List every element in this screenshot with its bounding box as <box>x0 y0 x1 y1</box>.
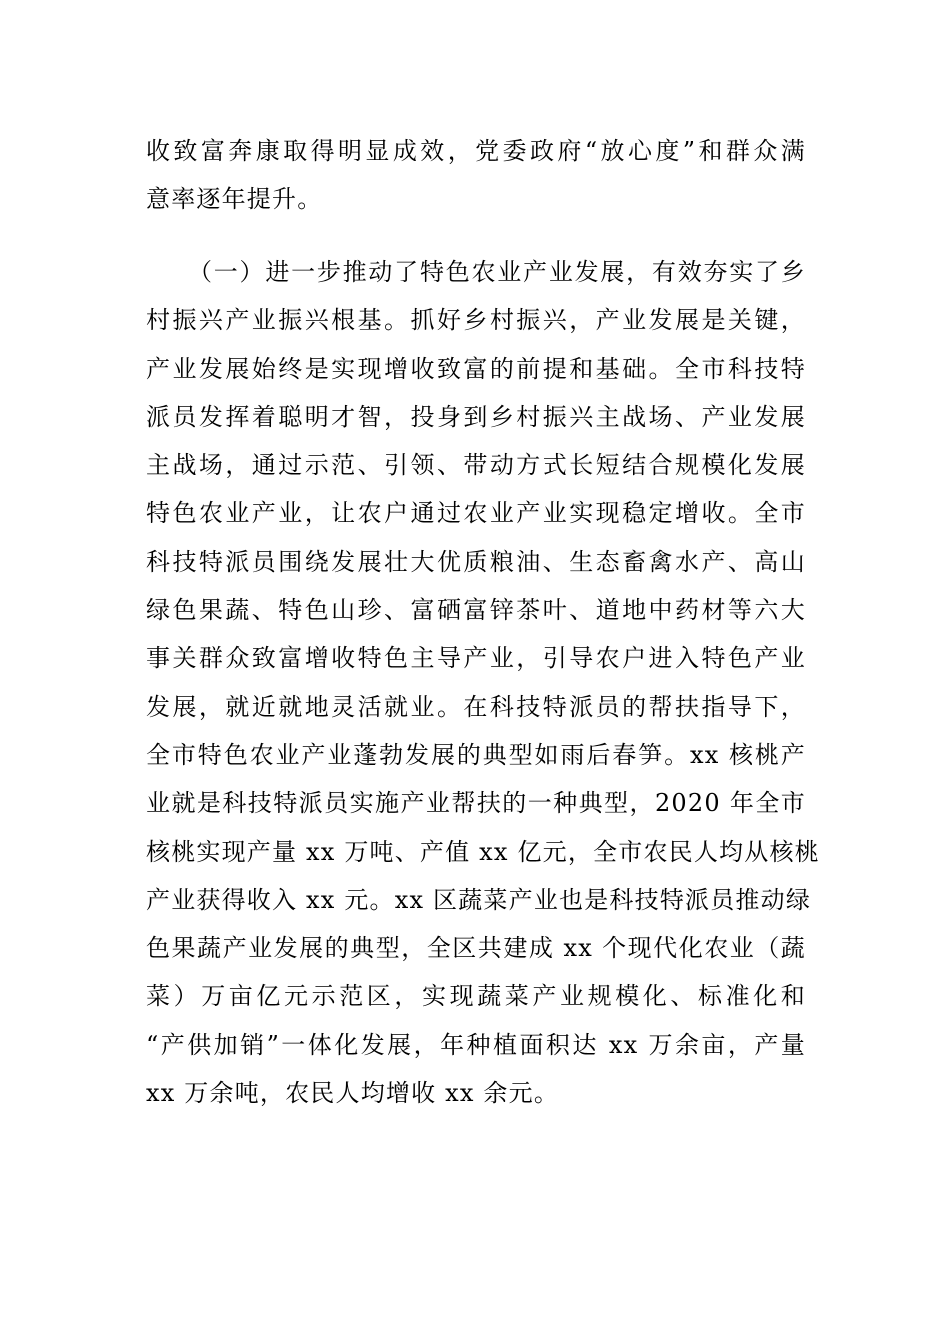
text-line: 业就是科技特派员实施产业帮扶的一种典型，2020 年全市 <box>146 789 806 818</box>
text-line: 收致富奔康取得明显成效，党委政府“放心度”和群众满 <box>146 137 806 165</box>
text-line: 科技特派员围绕发展壮大优质粮油、生态畜禽水产、高山 <box>146 547 806 576</box>
text-line: 产业获得收入 xx 元。xx 区蔬菜产业也是科技特派员推动绿 <box>146 885 812 914</box>
paragraph-continuation <box>146 127 806 224</box>
text-line: 派员发挥着聪明才智，投身到乡村振兴主战场、产业发展 <box>146 402 806 431</box>
text-line: “产供加销”一体化发展，年种植面积达 xx 万余亩，产量 <box>146 1030 806 1059</box>
text-line: 特色农业产业，让农户通过农业产业实现稳定增收。全市 <box>146 499 806 528</box>
text-line: xx 万余吨，农民人均增收 xx 余元。 <box>146 1079 560 1108</box>
text-line: 意率逐年提升。 <box>146 185 323 214</box>
text-line: 绿色果蔬、特色山珍、富硒富锌茶叶、道地中药材等六大 <box>146 596 806 625</box>
text-line: 产业发展始终是实现增收致富的前提和基础。全市科技特 <box>146 354 806 383</box>
text-line: 事关群众致富增收特色主导产业，引导农户进入特色产业 <box>146 644 806 673</box>
text-line: 主战场，通过示范、引领、带动方式长短结合规模化发展 <box>146 451 806 480</box>
text-line: 菜）万亩亿元示范区，实现蔬菜产业规模化、标准化和 <box>146 982 806 1011</box>
text-line: 核桃实现产量 xx 万吨、产值 xx 亿元，全市农民人均从核桃 <box>146 837 820 866</box>
text-line: 色果蔬产业发展的典型，全区共建成 xx 个现代化农业（蔬 <box>146 934 806 963</box>
paragraph-section-one <box>146 248 820 1117</box>
text-line: 全市特色农业产业蓬勃发展的典型如雨后春笋。xx 核桃产 <box>146 740 806 769</box>
text-line: 发展，就近就地灵活就业。在科技特派员的帮扶指导下， <box>146 692 806 721</box>
text-line: 村振兴产业振兴根基。抓好乡村振兴，产业发展是关键， <box>146 306 806 335</box>
text-line: （一）进一步推动了特色农业产业发展，有效夯实了乡 <box>188 258 806 286</box>
